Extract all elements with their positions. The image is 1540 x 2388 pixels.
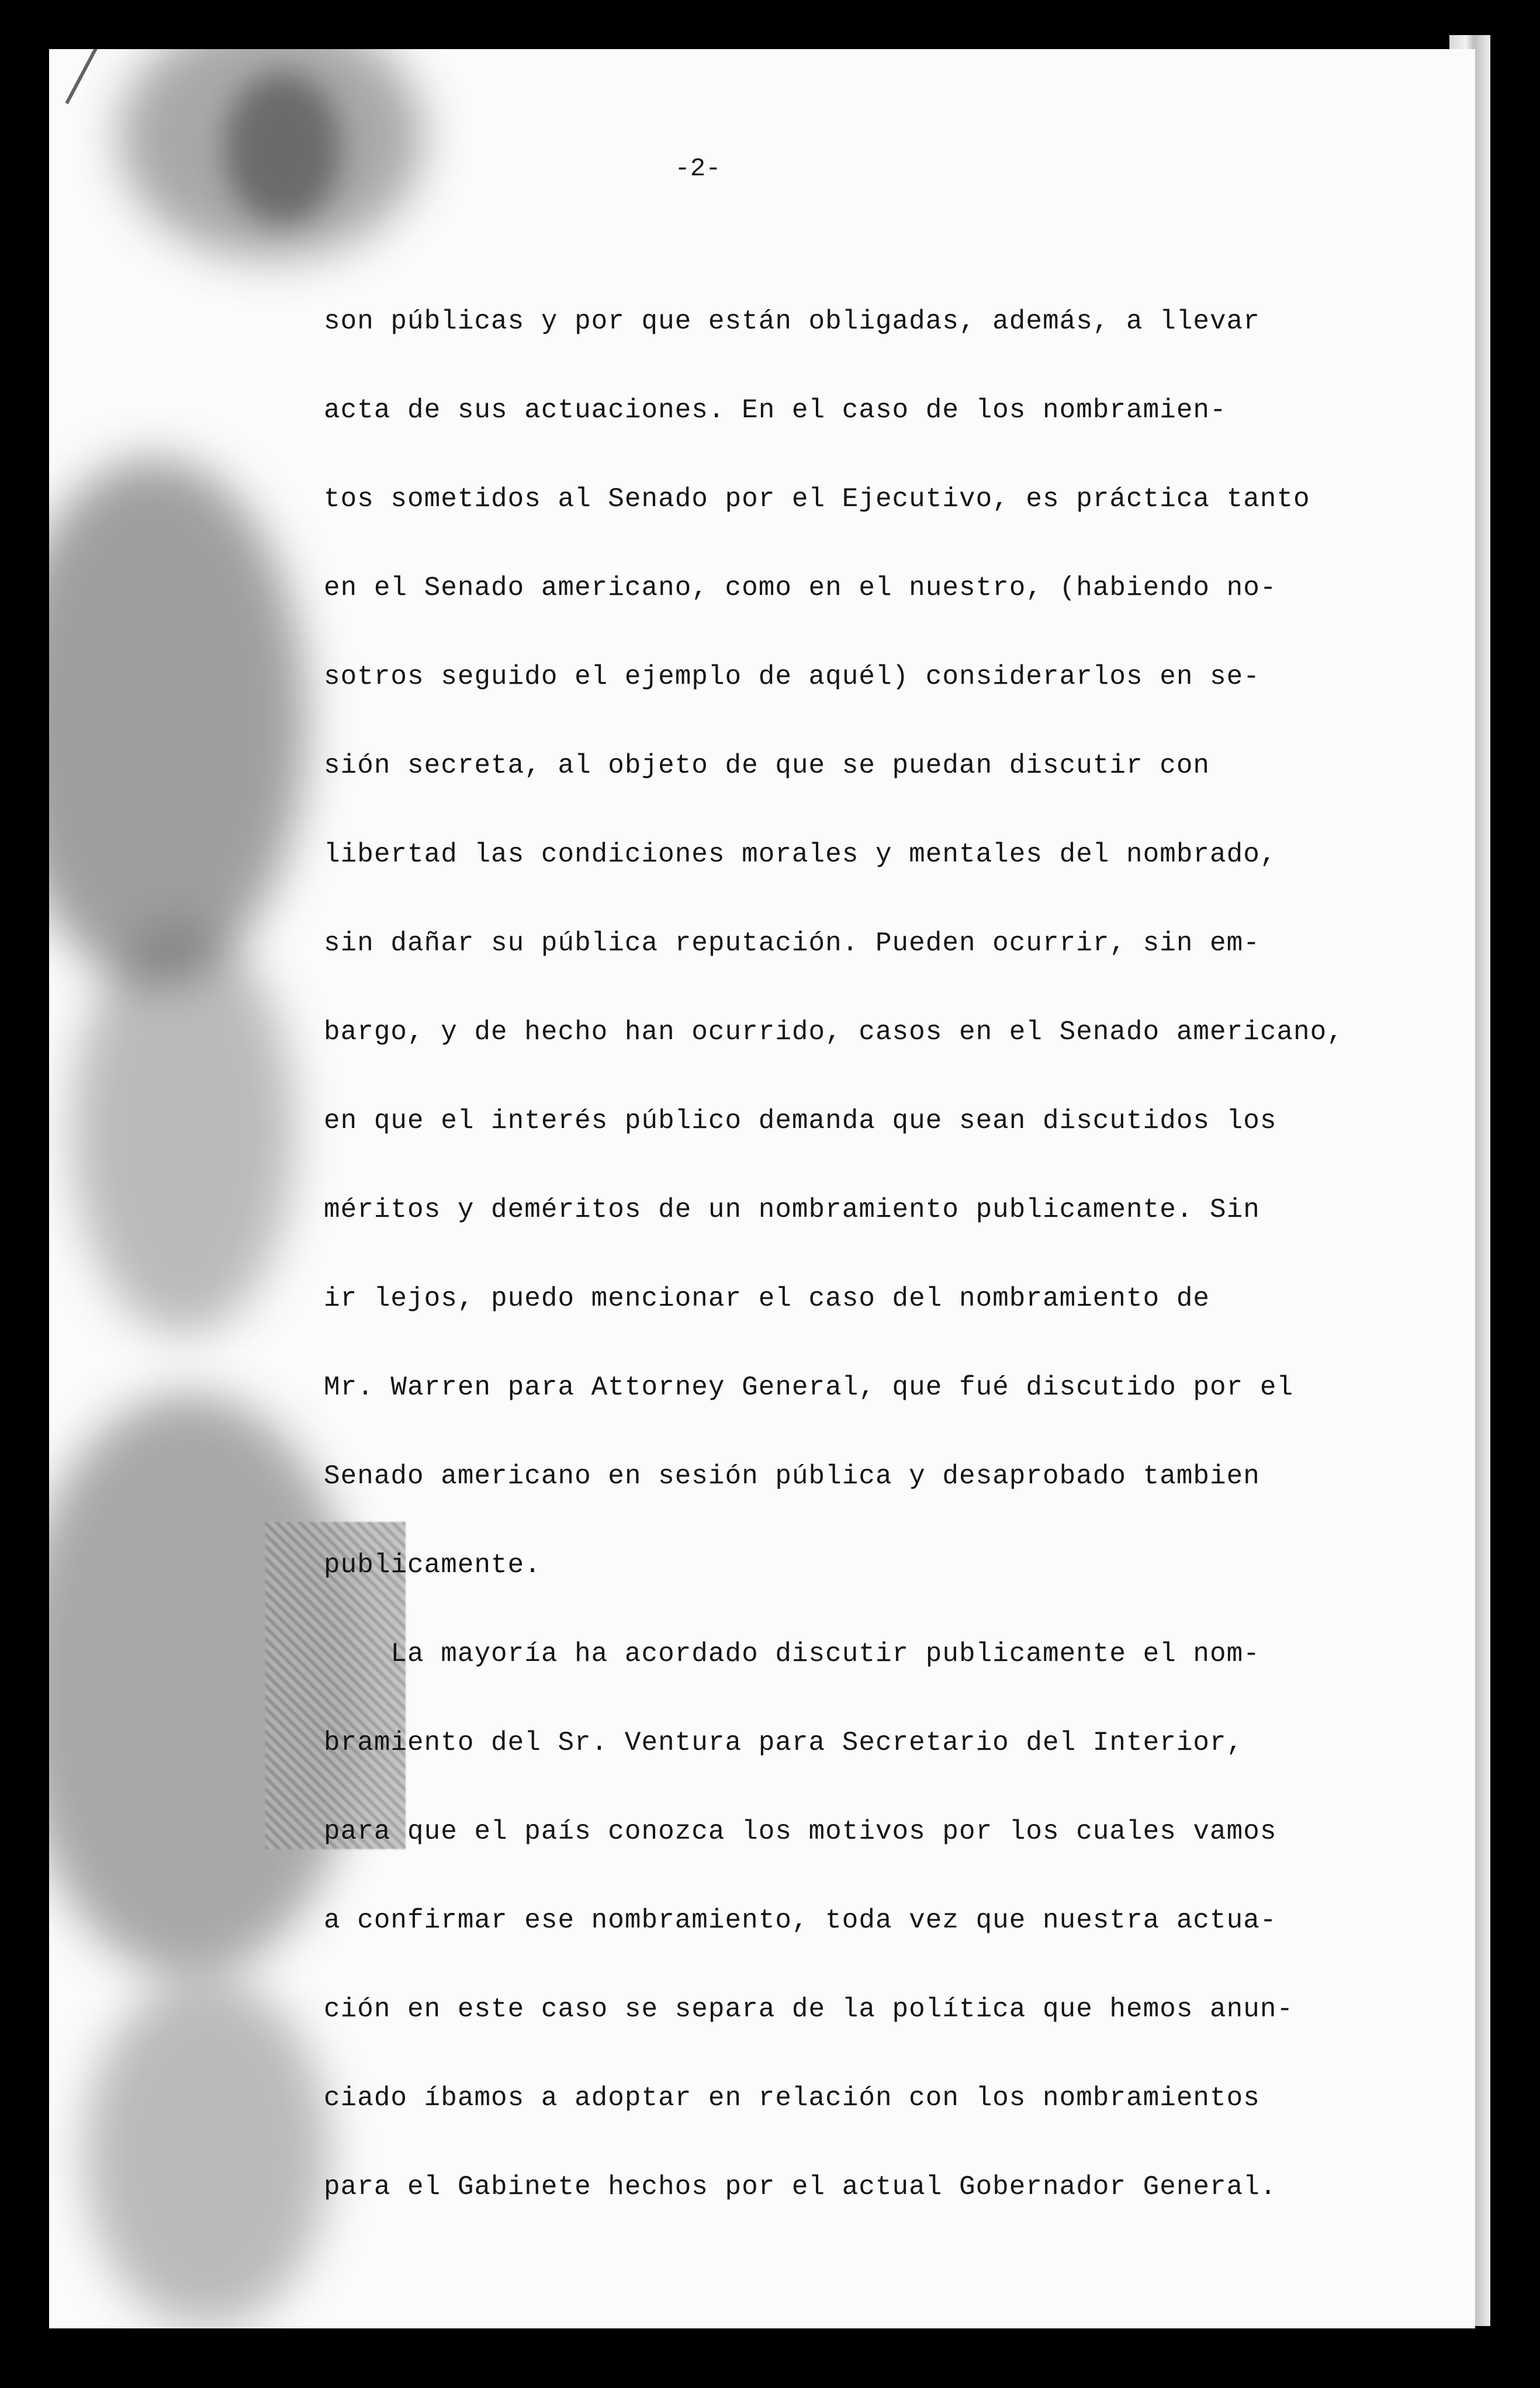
text-line: son públicas y por que están obligadas, además, a llevar bbox=[324, 306, 1260, 337]
text-line: méritos y deméritos de un nombramiento publicamente. Sin bbox=[324, 1195, 1260, 1225]
text-line: Mr. Warren para Attorney General, que fué discutido por el bbox=[324, 1372, 1294, 1403]
text-line: La mayoría ha acordado discutir publicamente el nom- bbox=[324, 1639, 1260, 1669]
text-line: bargo, y de hecho han ocurrido, casos en el Senado americano, bbox=[324, 1017, 1344, 1047]
text-line: en el Senado americano, como en el nuestro, (habiendo no- bbox=[324, 573, 1277, 603]
ink-stain-left-bottom bbox=[84, 1978, 330, 2328]
text-line: libertad las condiciones morales y mentales del nombrado, bbox=[324, 839, 1277, 870]
text-line: Senado americano en sesión pública y desaprobado tambien bbox=[324, 1461, 1260, 1491]
text-line: sión secreta, al objeto de que se puedan discutir con bbox=[324, 750, 1210, 781]
page-crease bbox=[65, 49, 129, 104]
ink-stain-left-upper bbox=[49, 458, 306, 984]
text-line: acta de sus actuaciones. En el caso de los nombramien- bbox=[324, 395, 1227, 425]
text-line: ciado íbamos a adoptar en relación con los nombramientos bbox=[324, 2083, 1260, 2113]
text-line: en que el interés público demanda que sean discutidos los bbox=[324, 1106, 1277, 1136]
text-line: bramiento del Sr. Ventura para Secretario del Interior, bbox=[324, 1728, 1244, 1758]
typed-text-body bbox=[324, 277, 1434, 2231]
text-line: ir lejos, puedo mencionar el caso del nombramiento de bbox=[324, 1283, 1210, 1314]
text-line: publicamente. bbox=[324, 1550, 541, 1580]
text-line: sotros seguido el ejemplo de aquél) considerarlos en se- bbox=[324, 662, 1260, 692]
page-number: -2- bbox=[674, 154, 721, 184]
text-line: para que el país conozca los motivos por los cuales vamos bbox=[324, 1816, 1277, 1847]
text-line: tos sometidos al Senado por el Ejecutivo, es práctica tanto bbox=[324, 484, 1310, 514]
text-line: a confirmar ese nombramiento, toda vez que nuestra actua- bbox=[324, 1905, 1277, 1936]
document-page bbox=[49, 49, 1475, 2328]
text-line: ción en este caso se separa de la política que hemos anun- bbox=[324, 1994, 1294, 2024]
text-line: para el Gabinete hechos por el actual Gobernador General. bbox=[324, 2172, 1277, 2202]
ink-stain-top-dark bbox=[224, 72, 341, 224]
text-line: sin dañar su pública reputación. Pueden ocurrir, sin em- bbox=[324, 928, 1260, 958]
ink-stain-left-middle bbox=[72, 926, 295, 1335]
